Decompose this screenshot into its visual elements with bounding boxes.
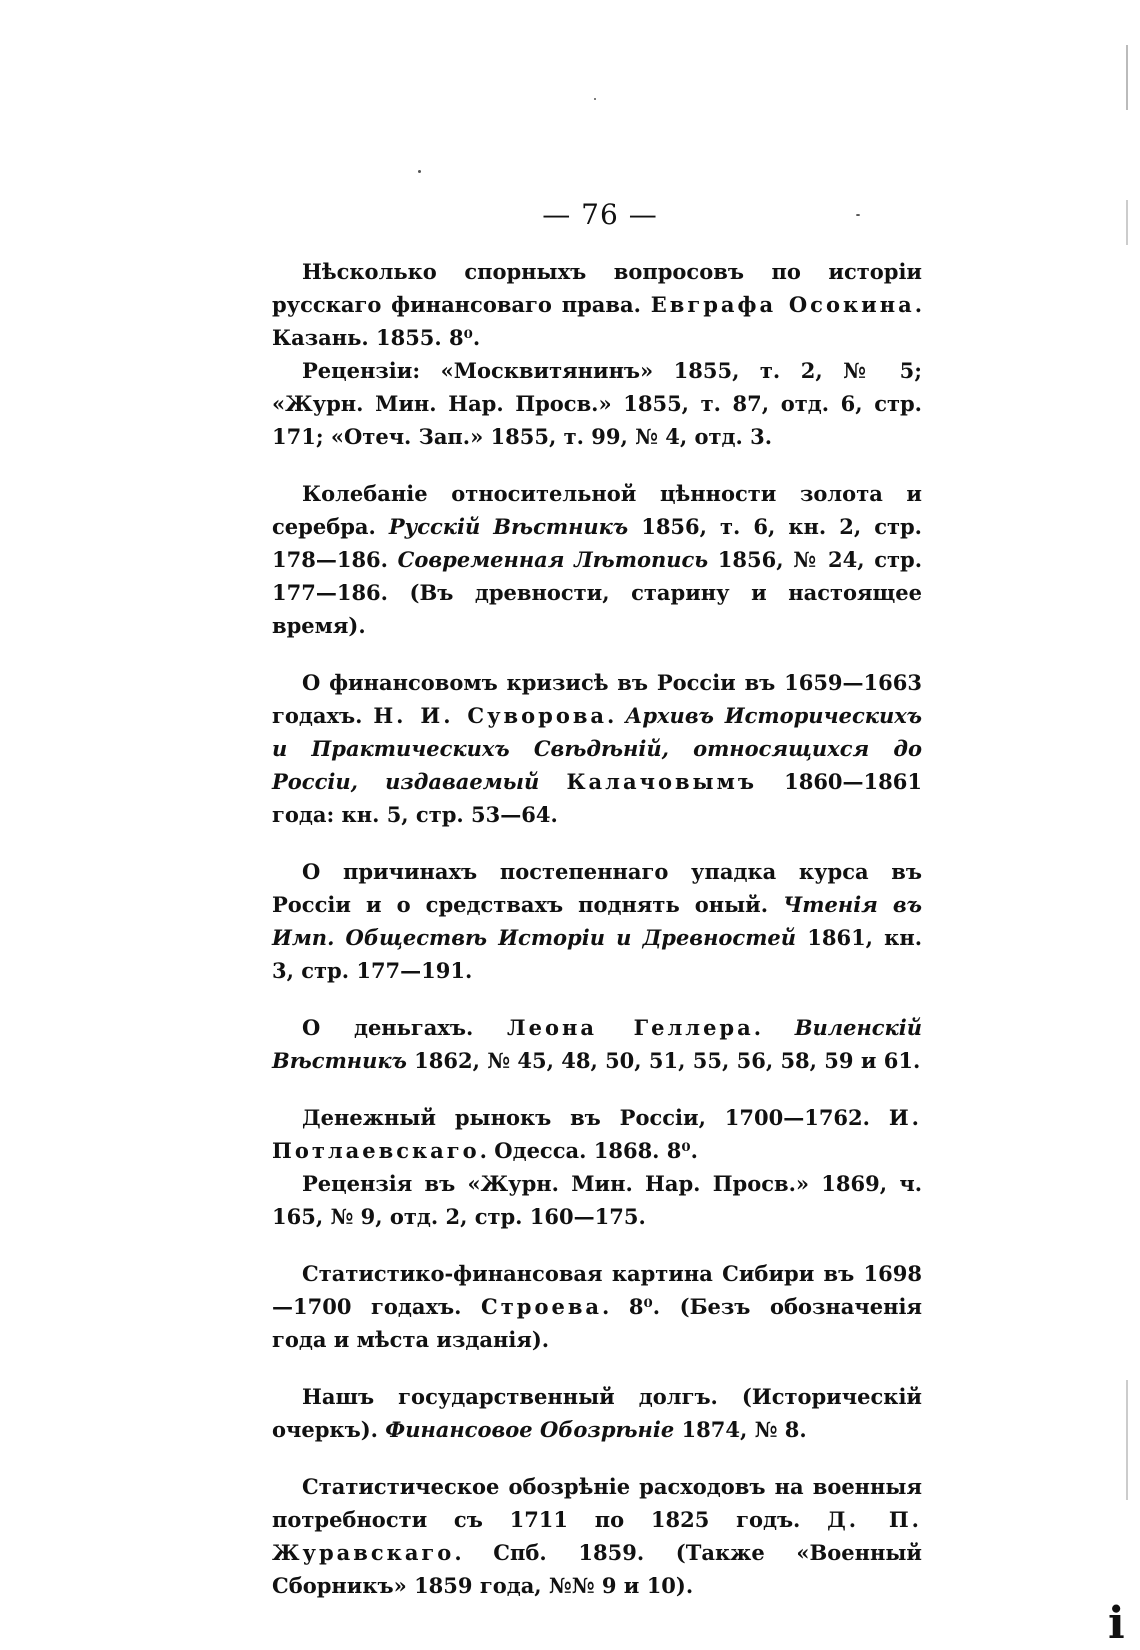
entry-title: Денежный рынокъ въ Россіи, 1700—1762.: [302, 1105, 889, 1130]
bibliography-entry: [272, 1257, 922, 1356]
entry-title: О причинахъ постепеннаго упадка курса въ Россіи и о средствахъ поднять оный.: [272, 859, 922, 917]
entry-details: . Одесса. 1868. 8⁰.: [479, 1138, 698, 1163]
entry-details: . 8⁰. (Безъ обозначенія года и мѣста изданія).: [272, 1294, 922, 1352]
entry-title: Нашъ государственный долгъ. (Историческій очеркъ).: [272, 1384, 922, 1442]
entry-journal: Русскій Вѣстникъ: [388, 514, 629, 539]
entry-title: Нѣсколько спорныхъ вопросовъ по исторіи русскаго финансоваго права.: [272, 259, 922, 317]
bibliography-entry: [272, 477, 922, 642]
scan-edge-line: [1126, 1380, 1128, 1500]
entry-details: 1861, кн. 3, стр. 177—191.: [272, 925, 923, 983]
entry-reviews: Рецензія въ «Журн. Мин. Нар. Просв.» 1869, ч. 165, № 9, отд. 2, стр. 160—175.: [272, 1171, 922, 1229]
entry-citation: [272, 1470, 922, 1602]
entry-reviews: Рецензіи: «Москвитянинъ» 1855, т. 2, № 5; «Журн. Мин. Нар. Просв.» 1855, т. 87, отд. 6, стр. 171; «Отеч. Зап.» 1855, т. 99, № 4, отд. 3.: [272, 358, 922, 449]
scan-speck: [418, 170, 421, 173]
entry-details: . Казань. 1855. 8⁰.: [272, 292, 923, 350]
entry-journal: Финансовое Обозрѣніе: [385, 1417, 675, 1442]
entry-author: Строева: [481, 1294, 603, 1319]
page-edge-mark: i: [1108, 1598, 1125, 1649]
entry-title: Колебаніе относительной цѣнности золота и серебра.: [272, 481, 922, 539]
entry-journal: Виленскій Вѣстникъ: [272, 1015, 923, 1073]
entry-title: О финансовомъ кризисѣ въ Россіи въ 1659—1663 годахъ.: [272, 670, 922, 728]
entry-title: О деньгахъ.: [302, 1015, 508, 1040]
entry-author: И. Потлаевскаго: [272, 1105, 922, 1163]
entry-citation: [272, 1101, 922, 1167]
bibliography-entry: [272, 666, 922, 831]
entry-title: Статистическое обозрѣніе расходовъ на военныя потребности съ 1711 по 1825 годъ.: [272, 1474, 922, 1532]
bibliography-entry: [272, 1011, 922, 1077]
bibliography-list: [272, 255, 922, 1626]
entry-author: Леона Геллера: [507, 1015, 754, 1040]
entry-journal: Архивъ Историческихъ и Практическихъ Свѣдѣній, относящихся до Россіи, издаваемый: [272, 703, 923, 794]
entry-details: 1874, № 8.: [674, 1417, 807, 1442]
entry-details: 1862, № 45, 48, 50, 51, 55, 56, 58, 59 и 61.: [406, 1048, 921, 1073]
entry-citation: [272, 666, 922, 831]
entry-journal: Чтенія въ Имп. Обществѣ Исторіи и Древностей: [272, 892, 922, 950]
scan-edge-line: [1126, 45, 1128, 110]
entry-author: Евграфа Осокина: [650, 292, 915, 317]
bibliography-entry: [272, 255, 922, 453]
entry-publisher: Калачовымъ: [566, 769, 757, 794]
entry-details: 1860—1861 года: кн. 5, стр. 53—64.: [272, 769, 922, 827]
bibliography-entry: [272, 1470, 922, 1602]
scan-speck: [594, 98, 596, 100]
entry-author: Д. П. Журавскаго: [272, 1507, 922, 1565]
entry-title: Статистико-финансовая картина Сибири въ 1698—1700 годахъ.: [272, 1261, 922, 1319]
entry-citation: [272, 855, 922, 987]
entry-citation: [272, 477, 922, 642]
bibliography-entry: [272, 855, 922, 987]
bibliography-entry: [272, 1380, 922, 1446]
entry-details: 1856, № 24, стр. 177—186. (Въ древности, старину и настоящее время).: [272, 547, 923, 638]
entry-details: . Спб. 1859. (Также «Военный Сборникъ» 1859 года, №№ 9 и 10).: [272, 1540, 922, 1598]
entry-citation: [272, 1380, 922, 1446]
entry-citation: [272, 1011, 922, 1077]
entry-punct: [539, 769, 566, 794]
entry-citation: [272, 1257, 922, 1356]
entry-citation: [272, 255, 922, 354]
bibliography-entry: [272, 1101, 922, 1233]
entry-author: Н. И. Суворова: [373, 703, 608, 728]
entry-punct: .: [753, 1015, 795, 1040]
entry-punct: .: [607, 703, 626, 728]
entry-journal: Современная Лѣтопись: [397, 547, 709, 572]
entry-details: 1856, т. 6, кн. 2, стр. 178—186.: [272, 514, 922, 572]
page-number: — 76 —: [542, 198, 658, 231]
